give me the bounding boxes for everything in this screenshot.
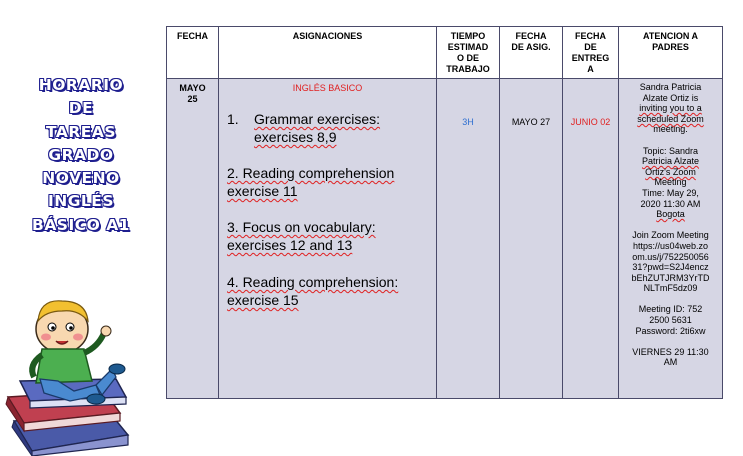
task-number: 1. xyxy=(227,111,239,127)
zoom-schedule-text xyxy=(621,347,720,368)
text-line: https://us04web.zo xyxy=(632,240,709,251)
text-line: VIERNES 29 11:30 xyxy=(632,346,709,357)
side-title-line: TAREAS xyxy=(45,122,117,141)
text-line: Join Zoom Meeting xyxy=(632,230,709,241)
task-text: exercises 8,9 xyxy=(254,129,337,145)
header-line: FECHA xyxy=(515,31,547,41)
text-line: om.us/j/752250056 xyxy=(632,251,709,262)
side-title-line: NOVENO xyxy=(42,169,120,188)
header-atencion-padres xyxy=(619,27,723,79)
side-title-line: DE xyxy=(68,99,94,118)
task-text: 3. Focus on vocabulary: xyxy=(227,219,376,235)
header-fecha: FECHA xyxy=(167,27,219,79)
header-line: DE ASIG. xyxy=(511,42,551,52)
text-line: AM xyxy=(663,357,678,368)
text-line: 31?pwd=S2J4encz xyxy=(632,262,709,273)
header-line: DE xyxy=(584,42,597,52)
text-line: Time: May 29, xyxy=(642,187,699,198)
text-line: NLTmF5dz09 xyxy=(643,283,698,294)
header-fecha-entrega xyxy=(563,27,619,79)
text-line: Sandra Patricia xyxy=(639,82,702,92)
cartoon-boy-on-books-illustration xyxy=(0,285,160,456)
side-title-line: INGLÉS xyxy=(47,192,115,211)
header-line: ENTREG xyxy=(571,53,610,63)
cell-fecha-entrega: JUNIO 02 xyxy=(563,79,619,399)
side-title xyxy=(6,74,156,237)
header-line: PADRES xyxy=(652,42,689,52)
text-line: Ortiz's Zoom xyxy=(645,166,696,177)
text-line: Meeting xyxy=(654,177,687,188)
date-month: MAYO xyxy=(179,83,206,93)
text-line: Meeting ID: 752 xyxy=(638,304,703,315)
task-item xyxy=(227,164,432,200)
task-text: 4. Reading comprehension: xyxy=(227,274,399,290)
task-item xyxy=(227,110,432,146)
header-tiempo-estimado xyxy=(437,27,500,79)
task-text: 2. Reading comprehension xyxy=(227,165,395,181)
cell-tiempo: 3H xyxy=(437,79,500,399)
table-header-row xyxy=(167,27,723,79)
task-text: exercise 15 xyxy=(227,292,299,308)
zoom-invite-text xyxy=(621,82,720,135)
homework-schedule-table xyxy=(166,26,723,399)
text-line: 2500 5631 xyxy=(649,315,692,326)
task-text: exercise 11 xyxy=(227,183,298,199)
cell-fecha xyxy=(167,79,219,399)
header-line: TIEMPO xyxy=(450,31,486,41)
zoom-topic-text xyxy=(621,146,720,220)
cell-atencion-padres xyxy=(619,79,723,399)
header-line: TRABAJO xyxy=(446,64,490,74)
text-line: meeting. xyxy=(653,124,688,135)
table-row xyxy=(167,79,723,399)
task-text: Grammar exercises: xyxy=(254,111,381,127)
text-line: inviting you to a xyxy=(639,103,702,114)
header-asignaciones: ASIGNACIONES xyxy=(219,27,437,79)
zoom-meeting-id xyxy=(621,304,720,336)
task-item xyxy=(227,218,432,254)
text-line: Alzate Ortiz is xyxy=(642,92,699,103)
task-item xyxy=(227,273,432,309)
zoom-join-link[interactable] xyxy=(621,230,720,294)
side-title-line: BÁSICO A1 xyxy=(32,215,130,234)
text-line: Password: 2ti6xw xyxy=(635,325,706,336)
cell-asignaciones xyxy=(219,79,437,399)
text-line: Topic: Sandra xyxy=(642,145,699,156)
header-line: A xyxy=(587,64,594,74)
header-line: FECHA xyxy=(575,31,606,41)
text-line: scheduled Zoom xyxy=(637,113,704,124)
side-title-line: HORARIO xyxy=(38,76,124,94)
cell-fecha-asignacion: MAYO 27 xyxy=(500,79,563,399)
date-day: 25 xyxy=(187,94,198,104)
side-title-line: GRADO xyxy=(48,145,114,164)
task-text: exercises 12 and 13 xyxy=(227,237,353,253)
header-line: ATENCION A xyxy=(643,31,698,41)
text-line: 2020 11:30 AM xyxy=(640,198,701,209)
text-line: Bogota xyxy=(656,209,685,220)
subject-title: INGLÉS BASICO xyxy=(292,83,363,93)
text-line: Patricia Alzate xyxy=(641,156,700,167)
header-line: O DE xyxy=(456,53,479,63)
header-fecha-asignacion xyxy=(500,27,563,79)
header-line: ESTIMAD xyxy=(447,42,489,52)
text-line: bEhZUTJRM3YrTD xyxy=(631,272,710,283)
